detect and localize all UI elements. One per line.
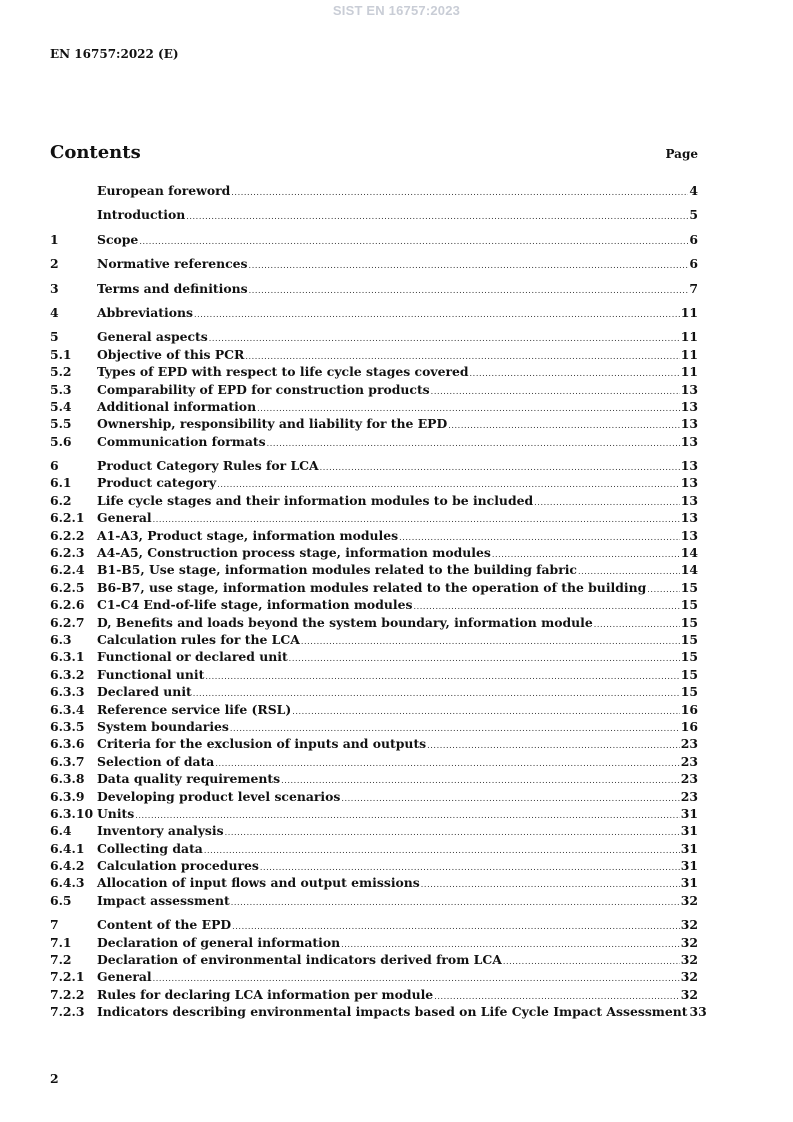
toc-entry[interactable]: [50, 935, 698, 952]
toc-entry-title: System boundaries: [97, 718, 229, 734]
toc-entry-page: 23: [680, 788, 698, 804]
toc-entry-page: 11: [680, 329, 698, 345]
toc-entry-page: 13: [680, 458, 698, 474]
toc-entry-page: 13: [680, 475, 698, 491]
toc-entry[interactable]: [50, 649, 698, 666]
dot-leader: [421, 880, 680, 889]
toc-entry-title: Calculation procedures: [97, 858, 259, 874]
toc-entry-title: Objective of this PCR: [97, 346, 245, 362]
dot-leader: [257, 404, 680, 413]
dot-leader: [289, 654, 680, 663]
toc-entry-number: 6.2.6: [50, 597, 85, 613]
toc-entry-title: B1-B5, Use stage, information modules related to the building fabric: [97, 562, 577, 578]
toc-entry-number: 7.2.3: [50, 1004, 85, 1020]
toc-entry[interactable]: [50, 841, 698, 858]
toc-entry-page: 4: [689, 183, 698, 198]
toc-entry-page: 13: [680, 381, 698, 397]
toc-entry-title: General aspects: [97, 329, 208, 345]
page-column-label: Page: [665, 147, 698, 161]
toc-entry-title: B6-B7, use stage, information modules related to the operation of the building: [97, 579, 647, 595]
toc-entry-number: 6.3: [50, 631, 72, 647]
toc-entry-title: C1-C4 End-of-life stage, information modules: [97, 597, 413, 613]
toc-entry-page: 32: [680, 917, 698, 933]
toc-group: [50, 207, 698, 224]
toc-entry-title: Product category: [97, 475, 217, 491]
toc-entry[interactable]: [50, 684, 698, 701]
toc-entry[interactable]: [50, 771, 698, 788]
toc-entry[interactable]: [50, 702, 698, 719]
toc-entry-number: 7.2.1: [50, 969, 85, 985]
toc-group: [50, 329, 698, 451]
toc-entry-page: 23: [680, 736, 698, 752]
toc-entry-title: Allocation of input flows and output emissions: [97, 875, 420, 891]
toc-entry-title: Inventory analysis: [97, 823, 224, 839]
toc-entry-title: Impact assessment: [97, 892, 230, 908]
toc-entry-page: 15: [680, 666, 698, 682]
dot-leader: [647, 585, 679, 594]
toc-entry[interactable]: [50, 562, 698, 579]
page-number: 2: [50, 1071, 59, 1086]
toc-entry-page: 13: [680, 510, 698, 526]
toc-entry-page: 16: [680, 701, 698, 717]
dot-leader: [204, 846, 680, 855]
toc-entry-title: Introduction: [97, 207, 186, 223]
toc-entry-number: 6.2.2: [50, 527, 85, 543]
dot-leader: [427, 741, 680, 750]
toc-entry[interactable]: [50, 434, 698, 451]
toc-entry-title: Developing product level scenarios: [97, 788, 341, 804]
toc-entry-page: 15: [680, 631, 698, 647]
toc-entry-page: 32: [680, 892, 698, 908]
toc-entry-page: 32: [680, 986, 698, 1002]
toc-entry-number: 6.2.5: [50, 579, 85, 595]
toc-entry-page: 6: [689, 256, 698, 272]
toc-entry-number: 6.3.1: [50, 649, 85, 665]
toc-entry-number: 6.5: [50, 892, 72, 908]
dot-leader: [534, 498, 680, 507]
toc-entry-number: 6.2.3: [50, 545, 85, 561]
toc-entry-number: 5.4: [50, 398, 72, 414]
toc-entry-title: Ownership, responsibility and liability for the EPD: [97, 416, 448, 432]
dot-leader: [470, 369, 680, 378]
toc-entry-title: Product Category Rules for LCA: [97, 458, 319, 474]
toc-group: [50, 458, 698, 910]
dot-leader: [225, 828, 680, 837]
toc-group: [50, 305, 698, 322]
toc-entry-title: Data quality requirements: [97, 771, 281, 787]
toc-entry-title: Communication formats: [97, 433, 266, 449]
toc-entry-number: 1: [50, 231, 59, 247]
toc-entry[interactable]: [50, 232, 698, 249]
dot-leader: [153, 974, 680, 983]
dot-leader: [215, 759, 679, 768]
toc-entry-title: Types of EPD with respect to life cycle stages covered: [97, 364, 469, 380]
toc-entry-title: European foreword: [97, 183, 231, 198]
toc-entry-page: 33: [689, 1004, 707, 1020]
dot-leader: [139, 237, 688, 246]
dot-leader: [281, 776, 680, 785]
toc-entry-number: 6.4.1: [50, 840, 85, 856]
toc-entry-number: 6.4.2: [50, 858, 85, 874]
toc-entry-number: 4: [50, 304, 59, 320]
toc-group: [50, 183, 698, 200]
toc-entry-page: 15: [680, 597, 698, 613]
toc-entry-number: 6.3.5: [50, 718, 85, 734]
watermark: SIST EN 16757:2023: [332, 3, 461, 18]
toc-entry-page: 11: [680, 346, 698, 362]
toc-entry-number: 7.1: [50, 934, 72, 950]
dot-leader: [249, 286, 689, 295]
toc-entry-number: 6.2.7: [50, 614, 85, 630]
dot-leader: [193, 689, 680, 698]
toc-entry-title: Normative references: [97, 256, 248, 272]
toc-entry-title: Reference service life (RSL): [97, 701, 292, 717]
dot-leader: [399, 533, 680, 542]
toc-entry[interactable]: [50, 416, 698, 433]
toc-entry-title: Selection of data: [97, 753, 215, 769]
toc-entry-page: 31: [680, 858, 698, 874]
toc-entry-page: 13: [680, 527, 698, 543]
toc-entry[interactable]: [50, 207, 698, 224]
toc-entry-number: 6: [50, 458, 59, 474]
toc-entry[interactable]: [50, 987, 698, 1004]
dot-leader: [209, 334, 680, 343]
toc-entry-number: 7.2.2: [50, 986, 85, 1002]
toc-entry-title: Additional information: [97, 398, 257, 414]
toc-entry-page: 15: [680, 649, 698, 665]
toc-entry[interactable]: [50, 183, 698, 200]
toc-entry-page: 32: [680, 969, 698, 985]
toc-entry-title: Units: [97, 805, 135, 821]
toc-entry-number: 6.3.6: [50, 736, 85, 752]
toc-entry-page: 5: [689, 207, 698, 223]
toc-entry-number: 5.3: [50, 381, 72, 397]
toc-entry-number: 6.4.3: [50, 875, 85, 891]
dot-leader: [578, 567, 680, 576]
toc-entry-number: 6.3.9: [50, 788, 85, 804]
toc-entry-title: Declared unit: [97, 684, 192, 700]
toc-entry-title: Content of the EPD: [97, 917, 232, 933]
toc-entry-title: Declaration of environmental indicators derived from LCA: [97, 952, 502, 968]
toc-entry[interactable]: [50, 736, 698, 753]
toc-entry[interactable]: [50, 597, 698, 614]
toc-entry-title: Calculation rules for the LCA: [97, 631, 300, 647]
dot-leader: [292, 707, 680, 716]
dot-leader: [341, 940, 680, 949]
toc-entry-title: General: [97, 510, 152, 526]
toc-entry-number: 6.3.10: [50, 805, 94, 821]
document-id: EN 16757:2022 (E): [50, 47, 179, 61]
dot-leader: [267, 439, 680, 448]
dot-leader: [194, 310, 680, 319]
toc-entry[interactable]: [50, 475, 698, 492]
toc-entry[interactable]: [50, 545, 698, 562]
toc-entry-number: 3: [50, 280, 59, 296]
toc-entry-number: 5.1: [50, 346, 72, 362]
toc-entry-title: Abbreviations: [97, 304, 193, 320]
toc-entry-page: 7: [689, 280, 698, 296]
toc-entry[interactable]: [50, 382, 698, 399]
dot-leader: [492, 550, 680, 559]
toc-entry-number: 6.4: [50, 823, 72, 839]
toc-entry-title: Life cycle stages and their information modules to be included: [97, 492, 534, 508]
toc-entry[interactable]: [50, 1004, 707, 1021]
toc-entry[interactable]: [50, 875, 698, 892]
dot-leader: [320, 463, 680, 472]
toc-entry-number: 6.3.3: [50, 684, 85, 700]
dot-leader: [245, 352, 679, 361]
dot-leader: [135, 811, 680, 820]
toc-group: [50, 256, 698, 273]
toc-entry-title: Collecting data: [97, 840, 203, 856]
dot-leader: [153, 515, 680, 524]
toc-entry-number: 6.3.2: [50, 666, 85, 682]
toc-entry-page: 23: [680, 753, 698, 769]
dot-leader: [231, 188, 688, 197]
toc-entry-number: 6.1: [50, 475, 72, 491]
table-of-contents: [50, 183, 707, 1029]
toc-entry-page: 15: [680, 579, 698, 595]
toc-entry-number: 5: [50, 329, 59, 345]
dot-leader: [249, 261, 689, 270]
toc-entry-title: Declaration of general information: [97, 934, 341, 950]
toc-entry[interactable]: [50, 580, 698, 597]
toc-entry[interactable]: [50, 347, 698, 364]
contents-header: [50, 142, 698, 166]
dot-leader: [232, 922, 680, 931]
contents-title: Contents: [50, 142, 141, 163]
toc-entry-number: 5.6: [50, 433, 72, 449]
toc-entry-number: 5.2: [50, 364, 72, 380]
toc-entry[interactable]: [50, 754, 698, 771]
toc-entry[interactable]: [50, 256, 698, 273]
dot-leader: [594, 620, 680, 629]
dot-leader: [205, 672, 679, 681]
toc-entry-page: 11: [680, 304, 698, 320]
toc-entry-page: 31: [680, 875, 698, 891]
dot-leader: [260, 863, 680, 872]
dot-leader: [231, 898, 680, 907]
toc-entry-number: 6.2.1: [50, 510, 85, 526]
toc-entry-number: 6.3.7: [50, 753, 85, 769]
toc-entry-title: Terms and definitions: [97, 280, 248, 296]
toc-entry[interactable]: [50, 458, 698, 475]
toc-entry-page: 14: [680, 545, 698, 561]
toc-entry[interactable]: [50, 493, 698, 510]
dot-leader: [186, 212, 688, 221]
toc-entry-page: 23: [680, 771, 698, 787]
toc-entry-page: 31: [680, 805, 698, 821]
dot-leader: [503, 957, 680, 966]
toc-entry[interactable]: [50, 329, 698, 346]
toc-entry-page: 14: [680, 562, 698, 578]
toc-entry[interactable]: [50, 719, 698, 736]
toc-entry-page: 15: [680, 684, 698, 700]
toc-entry[interactable]: [50, 806, 698, 823]
toc-entry-number: 2: [50, 256, 59, 272]
toc-entry-page: 13: [680, 398, 698, 414]
toc-entry[interactable]: [50, 858, 698, 875]
toc-entry-page: 32: [680, 934, 698, 950]
toc-entry-page: 13: [680, 433, 698, 449]
toc-entry[interactable]: [50, 528, 698, 545]
toc-entry-title: Indicators describing environmental impacts based on Life Cycle Impact Assessment: [97, 1004, 688, 1020]
toc-entry[interactable]: [50, 281, 698, 298]
toc-entry[interactable]: [50, 789, 698, 806]
toc-entry-number: 5.5: [50, 416, 72, 432]
toc-entry[interactable]: [50, 893, 698, 910]
dot-leader: [413, 602, 679, 611]
toc-entry[interactable]: [50, 823, 698, 840]
toc-entry[interactable]: [50, 632, 698, 649]
toc-entry-title: A4-A5, Construction process stage, information modules: [97, 545, 491, 561]
toc-entry-page: 31: [680, 823, 698, 839]
toc-group: [50, 917, 707, 1021]
toc-entry-title: General: [97, 969, 152, 985]
toc-entry[interactable]: [50, 952, 698, 969]
toc-entry[interactable]: [50, 667, 698, 684]
toc-entry-title: Rules for declaring LCA information per module: [97, 986, 434, 1002]
dot-leader: [341, 794, 679, 803]
toc-entry-title: D, Benefits and loads beyond the system boundary, information module: [97, 614, 593, 630]
toc-entry-number: 6.2: [50, 492, 72, 508]
toc-entry-number: 7.2: [50, 952, 72, 968]
toc-entry[interactable]: [50, 969, 698, 986]
toc-entry-title: Criteria for the exclusion of inputs and outputs: [97, 736, 427, 752]
toc-entry-number: 6.3.8: [50, 771, 85, 787]
toc-group: [50, 232, 698, 249]
dot-leader: [448, 421, 680, 430]
toc-entry-page: 16: [680, 718, 698, 734]
dot-leader: [301, 637, 680, 646]
toc-entry-title: A1-A3, Product stage, information modules: [97, 527, 399, 543]
dot-leader: [434, 992, 680, 1001]
toc-entry[interactable]: [50, 615, 698, 632]
dot-leader: [217, 480, 680, 489]
toc-entry[interactable]: [50, 399, 698, 416]
toc-entry-title: Comparability of EPD for construction products: [97, 381, 430, 397]
toc-entry-page: 11: [680, 364, 698, 380]
toc-entry[interactable]: [50, 510, 698, 527]
toc-entry-page: 13: [680, 416, 698, 432]
toc-group: [50, 281, 698, 298]
toc-entry[interactable]: [50, 917, 698, 934]
toc-entry-title: Scope: [97, 231, 139, 247]
toc-entry-number: 6.2.4: [50, 562, 85, 578]
toc-entry-page: 13: [680, 492, 698, 508]
toc-entry-page: 32: [680, 952, 698, 968]
dot-leader: [431, 387, 680, 396]
toc-entry-page: 6: [689, 231, 698, 247]
toc-entry[interactable]: [50, 305, 698, 322]
toc-entry-title: Functional unit: [97, 666, 205, 682]
toc-entry[interactable]: [50, 364, 698, 381]
toc-entry-title: Functional or declared unit: [97, 649, 288, 665]
dot-leader: [230, 724, 680, 733]
toc-entry-page: 31: [680, 840, 698, 856]
toc-entry-number: 7: [50, 917, 59, 933]
toc-entry-page: 15: [680, 614, 698, 630]
toc-entry-number: 6.3.4: [50, 701, 85, 717]
